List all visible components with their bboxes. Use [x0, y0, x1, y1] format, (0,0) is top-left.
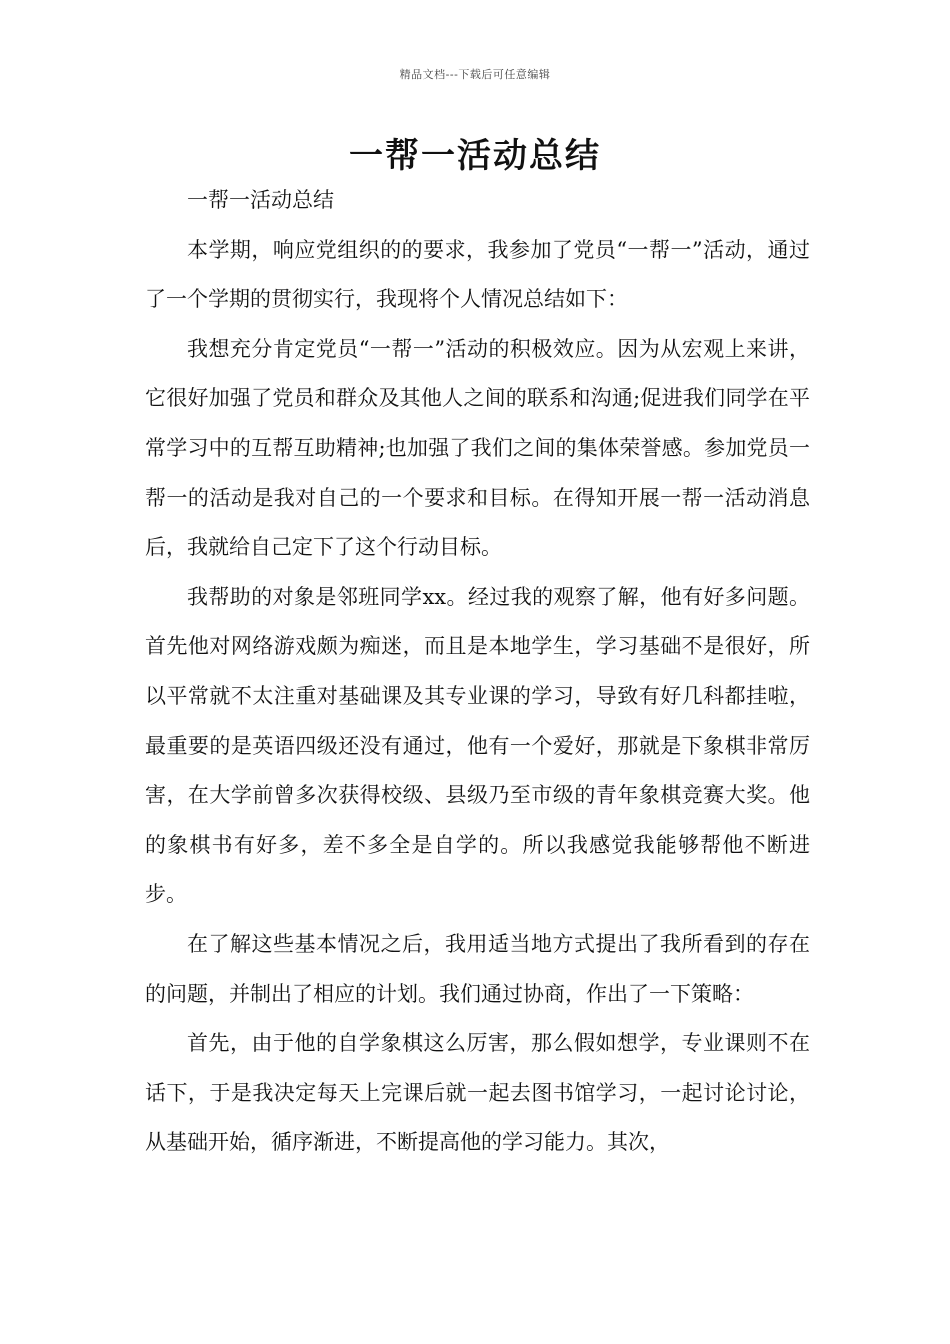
paragraph: 首先，由于他的自学象棋这么厉害，那么假如想学，专业课则不在话下，于是我决定每天上完课后就一起去图书馆学习，一起讨论讨论，从基础开始，循序渐进，不断提高他的学习能力。其次， [145, 1031, 810, 1155]
paragraph: 我想充分肯定党员“一帮一”活动的积极效应。因为从宏观上来讲，它很好加强了党员和群众及其他人之间的联系和沟通;促进我们同学在平常学习中的互帮互助精神;也加强了我们之间的集体荣誉感。参加党员一帮一的活动是我对自己的一个要求和目标。在得知开展一帮一活动消息后，我就给自己定下了这个行动目标。 [145, 336, 810, 560]
paragraph: 本学期，响应党组织的的要求，我参加了党员“一帮一”活动，通过了一个学期的贯彻实行，我现将个人情况总结如下： [145, 237, 810, 312]
document-title: 一帮一活动总结 [349, 136, 601, 176]
header-note: 精品文档---下载后可任意编辑 [399, 68, 551, 81]
paragraph-subtitle: 一帮一活动总结 [187, 188, 334, 212]
paragraph: 在了解这些基本情况之后，我用适当地方式提出了我所看到的存在的问题，并制出了相应的计划。我们通过协商，作出了一下策略： [145, 931, 810, 1006]
document-body [145, 176, 810, 1168]
paragraph: 我帮助的对象是邻班同学xx。经过我的观察了解，他有好多问题。首先他对网络游戏颇为痴迷，而且是本地学生，学习基础不是很好，所以平常就不太注重对基础课及其专业课的学习，导致有好几科都挂啦，最重要的是英语四级还没有通过，他有一个爱好，那就是下象棋非常厉害，在大学前曾多次获得校级、县级乃至市级的青年象棋竞赛大奖。他的象棋书有好多，差不多全是自学的。所以我感觉我能够帮他不断进步。 [145, 584, 810, 907]
